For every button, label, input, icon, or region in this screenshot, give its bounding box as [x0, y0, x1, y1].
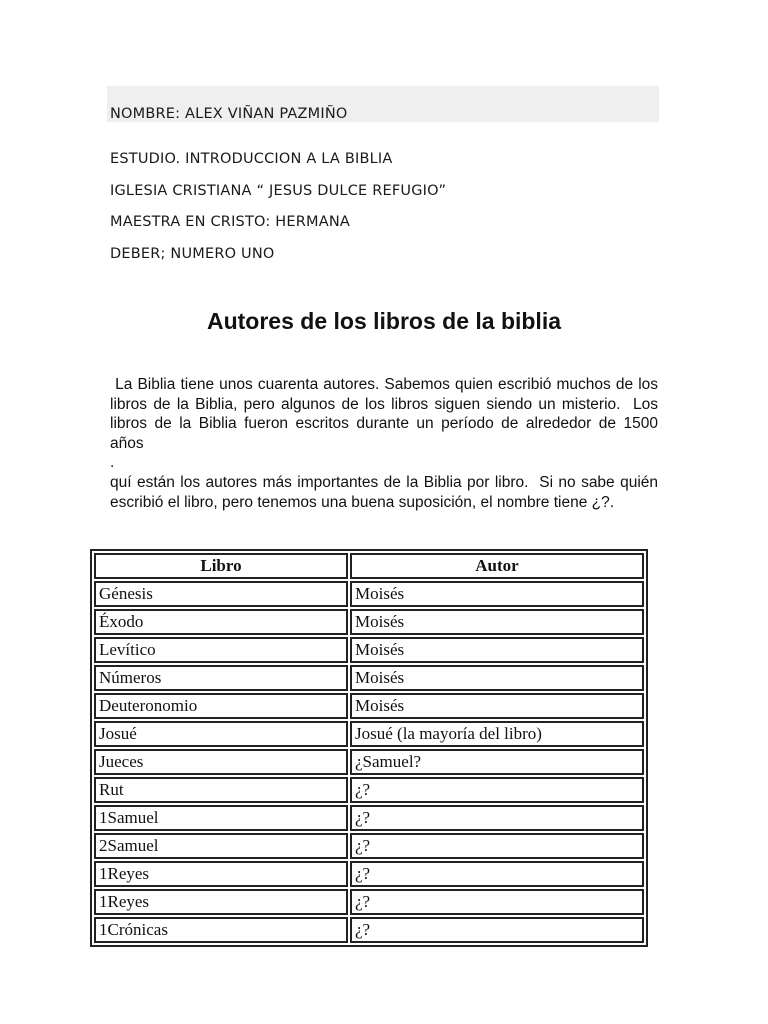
table-row — [94, 833, 644, 859]
author-cell: Moisés — [350, 637, 644, 663]
table-row — [94, 917, 644, 943]
book-cell: Deuteronomio — [94, 693, 348, 719]
student-name: NOMBRE: ALEX VIÑAN PAZMIÑO — [110, 106, 348, 122]
table-header-row — [94, 553, 644, 579]
author-cell: ¿? — [350, 861, 644, 887]
book-cell: 1Reyes — [94, 889, 348, 915]
table-row — [94, 777, 644, 803]
author-cell: Moisés — [350, 581, 644, 607]
homework-line: DEBER; NUMERO UNO — [110, 246, 275, 262]
author-cell: ¿Samuel? — [350, 749, 644, 775]
teacher-line: MAESTRA EN CRISTO: HERMANA — [110, 214, 351, 230]
book-cell: 1Crónicas — [94, 917, 348, 943]
column-header-autor: Autor — [350, 553, 644, 579]
book-cell: 2Samuel — [94, 833, 348, 859]
book-cell: Génesis — [94, 581, 348, 607]
author-cell: ¿? — [350, 777, 644, 803]
author-cell: Moisés — [350, 609, 644, 635]
table-row — [94, 693, 644, 719]
book-cell: Éxodo — [94, 609, 348, 635]
page-title: Autores de los libros de la biblia — [206, 308, 562, 334]
table-row — [94, 609, 644, 635]
table-row — [94, 805, 644, 831]
table-row — [94, 749, 644, 775]
study-line: ESTUDIO. INTRODUCCION A LA BIBLIA — [110, 151, 393, 167]
author-cell: ¿? — [350, 805, 644, 831]
table-row — [94, 889, 644, 915]
book-cell: Jueces — [94, 749, 348, 775]
author-cell: ¿? — [350, 889, 644, 915]
book-cell: Levítico — [94, 637, 348, 663]
table-row — [94, 637, 644, 663]
column-header-libro: Libro — [94, 553, 348, 579]
table-row — [94, 581, 644, 607]
author-cell: ¿? — [350, 833, 644, 859]
book-cell: Rut — [94, 777, 348, 803]
name-bar — [107, 86, 659, 122]
intro-dot: . — [110, 454, 115, 471]
book-cell: 1Reyes — [94, 861, 348, 887]
author-cell: Josué (la mayoría del libro) — [350, 721, 644, 747]
book-cell: Josué — [94, 721, 348, 747]
table-row — [94, 721, 644, 747]
church-line: IGLESIA CRISTIANA “ JESUS DULCE REFUGIO” — [110, 183, 447, 199]
author-cell: Moisés — [350, 665, 644, 691]
book-cell: Números — [94, 665, 348, 691]
table-row — [94, 665, 644, 691]
book-cell: 1Samuel — [94, 805, 348, 831]
table-row — [94, 861, 644, 887]
authors-table — [90, 549, 648, 947]
author-cell: Moisés — [350, 693, 644, 719]
intro-paragraph-2: quí están los autores más importantes de la Biblia por libro. Si no sabe quién escribió el libro, pero tenemos una buena suposición, el nombre tiene ¿?. — [110, 474, 663, 511]
intro-paragraph: La Biblia tiene unos cuarenta autores. Sabemos quien escribió muchos de los libros de la Biblia, pero algunos de los libros siguen siendo un misterio. Los libros de la Biblia fueron escritos durante un período de alrededor de 1500 años — [110, 376, 663, 452]
author-cell: ¿? — [350, 917, 644, 943]
